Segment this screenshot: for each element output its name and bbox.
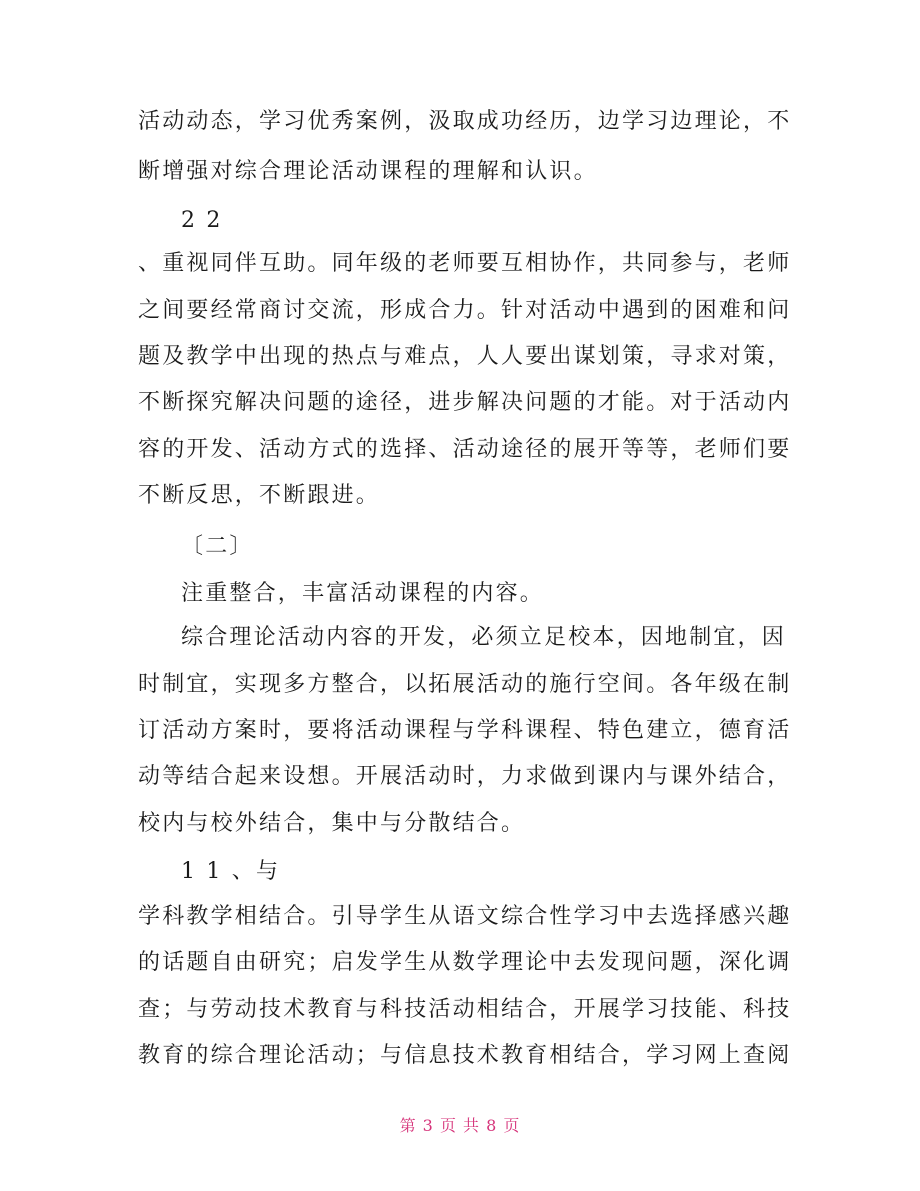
text-line: 不断探究解决问题的途径，进步解决问题的才能。对于活动内 — [138, 390, 792, 415]
text-line: 题及教学中出现的热点与难点，人人要出谋划策，寻求对策， — [138, 344, 792, 369]
text-line: 教育的综合理论活动；与信息技术教育相结合，学习网上查阅 — [138, 1043, 792, 1068]
text-line: 校内与校外结合，集中与分散结合。 — [138, 811, 526, 836]
text-line: 订活动方案时，要将活动课程与学科课程、特色建立，德育活 — [138, 718, 792, 743]
section-heading-number: 〔二〕 — [181, 534, 254, 559]
text-line: 的话题自由研究；启发学生从数学理论中去发现问题，深化调 — [138, 950, 792, 975]
text-line: 容的开发、活动方式的选择、活动途径的展开等等，老师们要 — [138, 437, 792, 462]
section-number: 2 2 — [181, 208, 223, 233]
text-line: 断增强对综合理论活动课程的理解和认识。 — [138, 159, 598, 184]
page-footer: 第 3 页 共 8 页 — [399, 1116, 521, 1135]
text-line: 学科教学相结合。引导学生从语文综合性学习中去选择感兴趣 — [138, 904, 792, 929]
text-line: 时制宜，实现多方整合，以拓展活动的施行空间。各年级在制 — [138, 672, 792, 697]
section-number: 1 1 、与 — [181, 859, 281, 884]
text-line: 不断反思，不断跟进。 — [138, 483, 381, 508]
text-line: 综合理论活动内容的开发，必须立足校本，因地制宜，因 — [181, 625, 787, 650]
text-line: 动等结合起来设想。开展活动时，力求做到课内与课外结合， — [138, 764, 792, 789]
text-line: 查；与劳动技术教育与科技活动相结合，开展学习技能、科技 — [138, 997, 792, 1022]
section-heading: 注重整合，丰富活动课程的内容。 — [181, 581, 545, 606]
text-line: 活动动态，学习优秀案例，汲取成功经历，边学习边理论，不 — [138, 109, 792, 134]
text-line: 、重视同伴互助。同年级的老师要互相协作，共同参与，老师 — [138, 251, 792, 276]
text-line: 之间要经常商讨交流，形成合力。针对活动中遇到的困难和问 — [138, 298, 792, 323]
